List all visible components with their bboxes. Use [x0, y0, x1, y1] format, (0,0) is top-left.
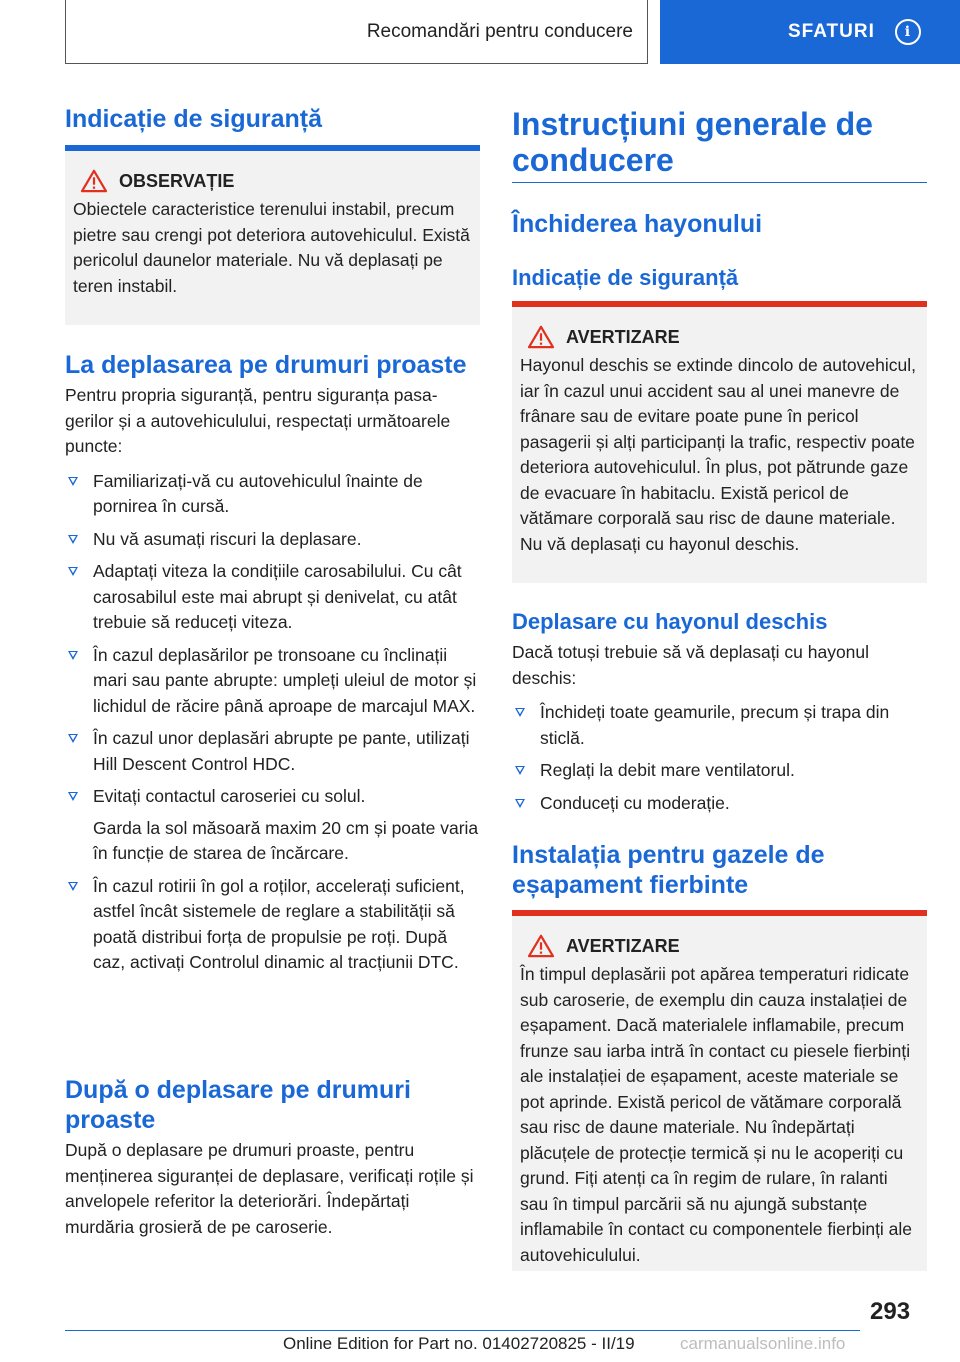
warning-icon: [526, 325, 556, 349]
heading-bad-roads: La deplasarea pe drumuri proaste: [65, 351, 467, 379]
notice-box: [65, 151, 480, 325]
bullet-icon: [515, 799, 525, 808]
bullet-icon: [68, 651, 78, 660]
footer-edition: Online Edition for Part no. 01402720825 - II/19: [283, 1334, 635, 1353]
bullet-icon: [68, 535, 78, 544]
warning-label-2: AVERTIZARE: [566, 935, 680, 956]
bullet-icon: [68, 567, 78, 576]
list-item: Reglați la debit mare ventilatorul.: [512, 758, 927, 784]
info-icon: i: [895, 19, 921, 45]
warning-box-1: [512, 307, 927, 583]
header-section-label: Recomandări pentru conducere: [366, 20, 633, 42]
warning-label-1: AVERTIZARE: [566, 326, 680, 347]
bad-roads-list: [65, 469, 480, 810]
footer-rule: [65, 1330, 860, 1331]
warning-text-1: Hayonul deschis se extinde dincolo de autovehicul, iar în cazul unui accident sau al unei manevre de frânare sau de evitare poate pune în pericol pasagerii și alți participanți la trafic, respectiv poate deteriora autovehiculul. În plus, pot pătrunde gaze de evacuare în habitaclu. Există pericol de vătămare corporală sau risc de daune materiale. Nu vă deplasați cu hayonul deschis.: [520, 355, 916, 554]
notice-label: OBSERVAȚIE: [119, 170, 235, 191]
heading-open-tailgate: Deplasare cu hayonul deschis: [512, 609, 828, 634]
heading-general-instructions: Instrucțiuni generale de conducere: [512, 106, 873, 178]
bullet-icon: [68, 477, 78, 486]
list-item: Evitați contactul caroseriei cu solul.: [65, 784, 480, 810]
bullet-icon: [515, 766, 525, 775]
heading-tailgate: Închiderea hayonului: [512, 210, 763, 238]
bullet-icon: [68, 792, 78, 801]
open-tailgate-list: [512, 700, 927, 816]
warning-header-1: [520, 325, 919, 349]
header-tag[interactable]: [660, 0, 960, 64]
list-item: Nu vă asumați riscuri la deplasare.: [65, 527, 480, 553]
list-item: În cazul unor deplasări abrupte pe pante, utilizați Hill Descent Control HDC.: [65, 726, 480, 777]
notice-header: [73, 169, 472, 193]
bad-roads-intro: Pentru propria siguranță, pentru siguranța pasagerilor și a autovehiculului, respectați următoarele puncte:: [65, 385, 451, 456]
list-item: Familiarizați-vă cu autovehiculul înainte de pornirea în cursă.: [65, 469, 480, 520]
bullet-icon: [68, 882, 78, 891]
warning-box-2: [512, 916, 927, 1271]
page-number: 293: [870, 1298, 911, 1325]
notice-text: Obiectele caracteristice terenului instabil, precum pietre sau crengi pot deteriora autovehiculul. Există pericolul daunelor materiale. Nu vă deplasați pe teren instabil.: [73, 199, 470, 296]
list-item: Conduceți cu moderație.: [512, 791, 927, 817]
bad-roads-list-cont: [65, 874, 480, 976]
warning-text-2: În timpul deplasării pot apărea temperaturi ridicate sub caroserie, de exemplu din cauza instalației de eșapament. Dacă materialele inflamabile, precum frunze sau iarba intră în contact cu piesele fierbinți ale instalației de eșapament, aceste materiale se pot aprinde. Există pericol de vătămare corporală sau risc de daune materiale. Nu îndepărtați plăcuțele de protecție termică și nu le acoperiți cu grund. Fiți atenți ca în regim de rulare, în ralanti sau în timpul parcării să nu ajungă substanțe inflamabile în contact cu componentele fierbinți ale autovehiculului.: [520, 964, 913, 1265]
ground-clearance-note: Garda la sol măsoară maxim 20 cm și poate varia în funcție de starea de încărcare.: [93, 817, 479, 863]
heading-rule: [512, 182, 927, 183]
footer-watermark[interactable]: carmanualsonline.info: [680, 1334, 846, 1353]
open-tailgate-intro: Dacă totuși trebuie să vă deplasați cu hayonul deschis:: [512, 642, 870, 688]
heading-safety-left: Indicație de siguranță: [65, 105, 323, 133]
list-item: Închideți toate geamurile, precum și trapa din sticlă.: [512, 700, 927, 751]
warning-header-2: [520, 934, 919, 958]
list-item: Adaptați viteza la condițiile carosabilului. Cu cât carosabilul este mai abrupt și denivelat, cu atât trebuie să reduceți viteza.: [65, 559, 480, 636]
list-item: În cazul rotirii în gol a roților, accelerați suficient, astfel încât sistemele de reglare a stabilității să poată distribui forța de propulsie pe roți. După caz, activați Controlul dinamic al tracțiunii DTC.: [65, 874, 480, 976]
heading-exhaust: Instalația pentru gazele de eșapament fierbinte: [512, 841, 825, 899]
bullet-icon: [68, 734, 78, 743]
list-item: În cazul deplasărilor pe tronsoane cu înclinații mari sau pante abrupte: umpleți uleiul de motor și lichidul de răcire până aproape de marcajul MAX.: [65, 643, 480, 720]
warning-icon: [526, 934, 556, 958]
warning-icon: [79, 169, 109, 193]
header-tag-label: SFATURI: [788, 21, 875, 42]
heading-after-bad-roads: După o deplasare pe drumuri proaste: [65, 1076, 411, 1134]
header-section-title: [65, 0, 648, 64]
after-bad-roads-text: După o deplasare pe drumuri proaste, pentru menținerea siguranței de deplasare, verificați roțile și anvelopele referitor la deteriorări. Îndepărtați murdăria grosieră de pe caroserie.: [65, 1140, 474, 1237]
heading-safety-right: Indicație de siguranță: [512, 265, 739, 290]
bullet-icon: [515, 708, 525, 717]
